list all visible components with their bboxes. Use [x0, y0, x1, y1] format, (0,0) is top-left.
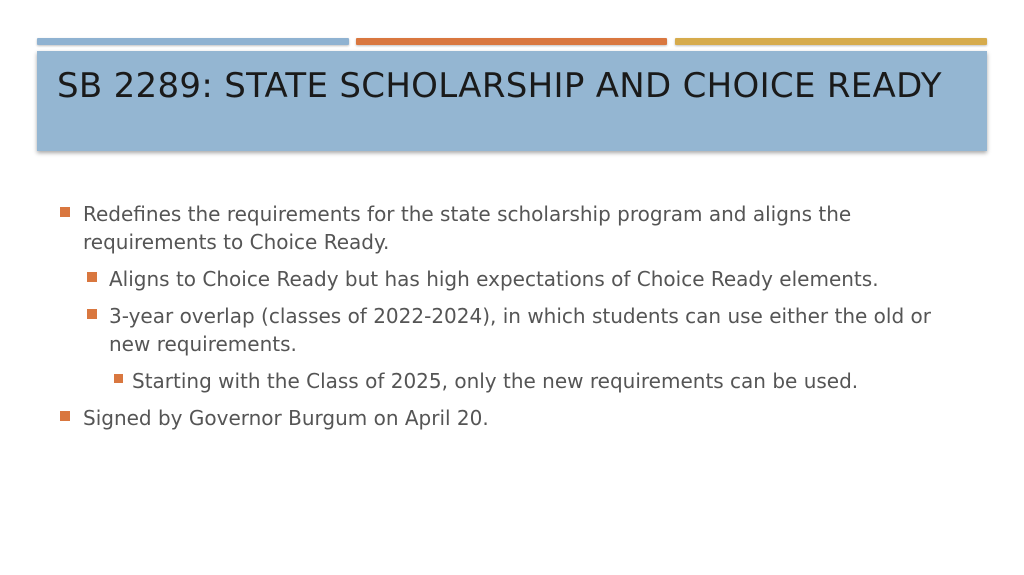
bullet-item [58, 265, 978, 293]
square-bullet-icon [60, 207, 70, 217]
bullet-item [58, 200, 978, 256]
bullet-text: 3-year overlap (classes of 2022-2024), in which students can use either the old or new requirements. [109, 304, 931, 356]
accent-bar-orange [356, 38, 667, 45]
bullet-text: Signed by Governor Burgum on April 20. [83, 406, 489, 430]
bullet-list [58, 200, 978, 441]
accent-bar-gold [675, 38, 987, 45]
bullet-item [58, 302, 978, 358]
bullet-text: Aligns to Choice Ready but has high expectations of Choice Ready elements. [109, 267, 879, 291]
title-band [37, 51, 987, 151]
bullet-text: Redefines the requirements for the state scholarship program and aligns the requirements to Choice Ready. [83, 202, 852, 254]
square-bullet-icon [87, 309, 97, 319]
slide-title: SB 2289: STATE SCHOLARSHIP AND CHOICE READY [57, 66, 942, 106]
bullet-item [58, 404, 978, 432]
accent-bar-blue [37, 38, 349, 45]
bullet-text: Starting with the Class of 2025, only the new requirements can be used. [132, 369, 859, 393]
square-bullet-icon [87, 272, 97, 282]
square-bullet-icon [114, 374, 123, 383]
square-bullet-icon [60, 411, 70, 421]
bullet-item [58, 367, 978, 395]
